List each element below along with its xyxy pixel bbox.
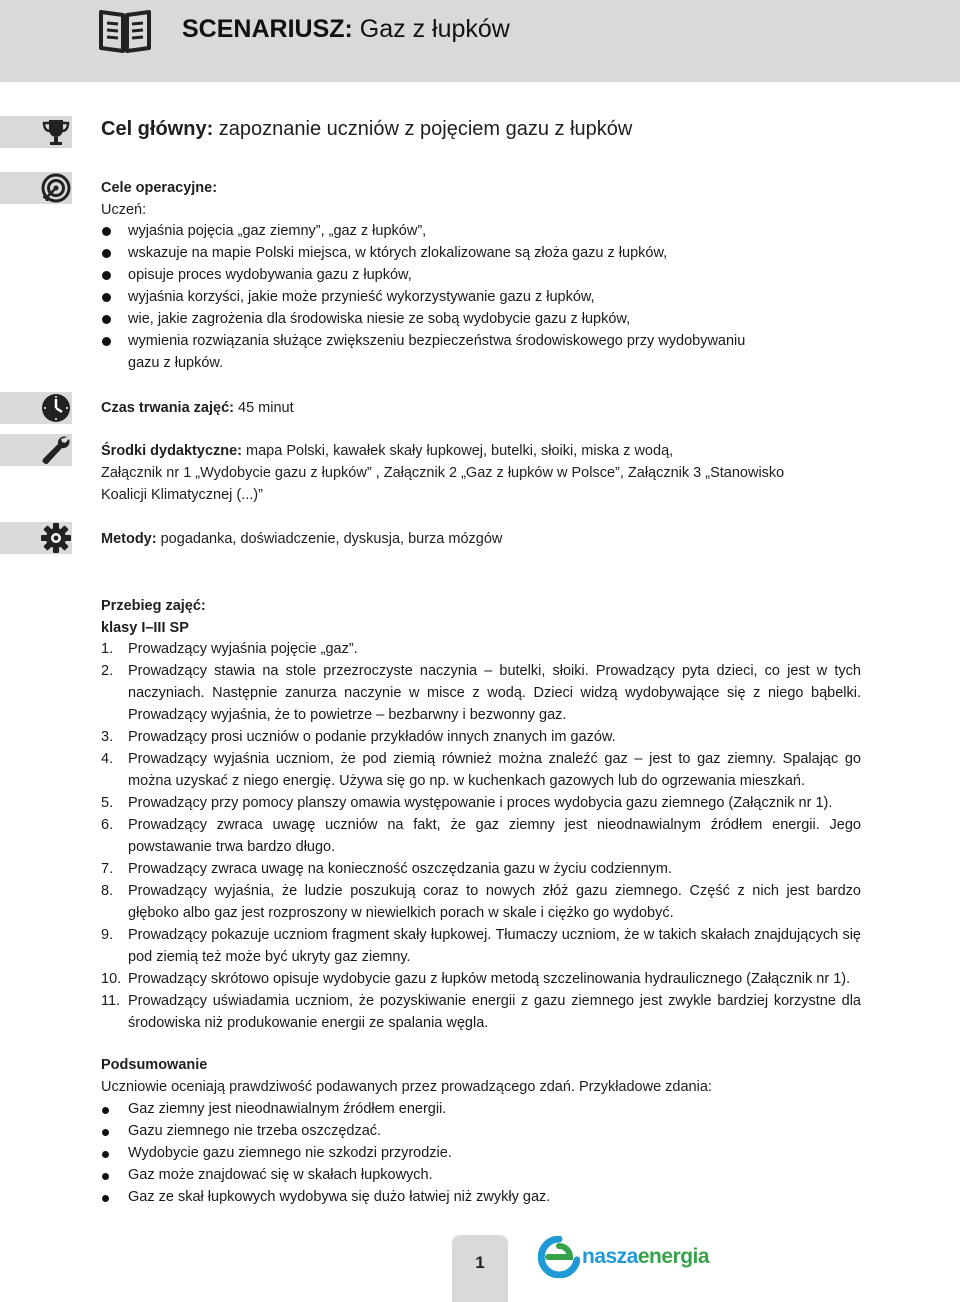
step-text: Prowadzący skrótowo opisuje wydobycie gazu z łupków metodą szczelinowania hydraulicznego (Załącznik nr 1). (128, 971, 851, 987)
step-number: 4. (101, 751, 114, 767)
logo-text-part2: energia (637, 1245, 710, 1268)
methods-label: Metody: (101, 531, 157, 547)
summary-list (101, 1098, 550, 1208)
target-icon (40, 172, 72, 204)
logo-text (582, 1245, 709, 1269)
step-text: Prowadzący pokazuje uczniom fragment skały łupkowej. Tłumaczy uczniom, że w takich skałach znajdujących się pod ziemią też może być ukryty gaz ziemny. (128, 927, 861, 965)
wrench-icon (40, 434, 72, 466)
materials-text-1: mapa Polski, kawałek skały łupkowej, butelki, słoiki, miska z wodą, (242, 443, 674, 459)
step-number: 2. (101, 663, 114, 679)
step-item (101, 792, 861, 814)
step-number: 9. (101, 927, 114, 943)
summary-heading: Podsumowanie (101, 1057, 208, 1073)
step-item (101, 968, 861, 990)
course-heading: Przebieg zajęć: (101, 598, 206, 614)
duration-label: Czas trwania zajęć: (101, 400, 234, 416)
duration-value: 45 minut (233, 400, 294, 416)
step-text: Prowadzący prosi uczniów o podanie przykładów innych znanych im gazów. (128, 729, 616, 745)
list-item: Gaz ziemny jest nieodnawialnym źródłem energii. (101, 1098, 550, 1120)
step-number: 7. (101, 861, 114, 877)
step-text: Prowadzący wyjaśnia, że ludzie poszukują coraz to nowych złóż gazu ziemnego. Część z nich jest bardzo głęboko albo gaz jest rozproszony w niewielkich porach w skale i ciężko go wydobyć. (128, 883, 861, 921)
list-item: wyjaśnia korzyści, jakie może przynieść wykorzystywanie gazu z łupków, (101, 286, 745, 308)
page-number: 1 (475, 1253, 485, 1272)
page-title (182, 15, 510, 44)
step-number: 1. (101, 641, 114, 657)
list-item: wie, jakie zagrożenia dla środowiska niesie ze sobą wydobycie gazu z łupków, (101, 308, 745, 330)
step-item (101, 924, 861, 968)
step-number: 3. (101, 729, 114, 745)
list-item: Gazu ziemnego nie trzeba oszczędzać. (101, 1120, 550, 1142)
step-text: Prowadzący zwraca uwagę na konieczność oszczędzania gazu w życiu codziennym. (128, 861, 673, 877)
step-item (101, 748, 861, 792)
duration-line (101, 397, 294, 419)
materials-label: Środki dydaktyczne: (101, 443, 243, 459)
step-number: 6. (101, 817, 114, 833)
step-text: Prowadzący zwraca uwagę uczniów na fakt, że gaz ziemny jest nieodnawialnym źródłem energii. Jego powstawanie trwa bardzo długo. (128, 817, 861, 855)
list-item: wskazuje na mapie Polski miejsca, w których zlokalizowane są złoża gazu z łupków, (101, 242, 745, 264)
step-item (101, 660, 861, 726)
book-icon (98, 4, 152, 54)
step-item (101, 880, 861, 924)
list-item: Gaz może znajdować się w skałach łupkowych. (101, 1164, 550, 1186)
goal-label: Cel główny: (101, 118, 214, 140)
objectives-intro: Uczeń: (101, 202, 147, 218)
header-band (0, 0, 960, 82)
course-subheading: klasy I–III SP (101, 620, 189, 636)
step-item (101, 638, 861, 660)
list-item-continuation: gazu z łupków. (128, 355, 224, 371)
list-item: opisuje proces wydobywania gazu z łupków, (101, 264, 745, 286)
title-rest: Gaz z łupków (352, 15, 510, 43)
step-text: Prowadzący wyjaśnia pojęcie „gaz”. (128, 641, 358, 657)
step-number: 11. (101, 993, 121, 1009)
list-item: wyjaśnia pojęcia „gaz ziemny”, „gaz z łupków”, (101, 220, 745, 242)
step-number: 5. (101, 795, 114, 811)
objectives-list (101, 220, 745, 374)
step-item (101, 726, 861, 748)
logo-text-part1: nasza (582, 1245, 638, 1268)
logo-mark-icon (538, 1236, 580, 1278)
clock-icon (40, 392, 72, 424)
goal-text: zapoznanie uczniów z pojęciem gazu z łupków (213, 118, 633, 140)
step-item (101, 990, 861, 1034)
step-text: Prowadzący przy pomocy planszy omawia występowanie i proces wydobycia gazu ziemnego (Załącznik nr 1). (128, 795, 833, 811)
methods-value: pogadanka, doświadczenie, dyskusja, burza mózgów (156, 531, 503, 547)
summary-intro: Uczniowie oceniają prawdziwość podawanych przez prowadzącego zdań. Przykładowe zdania: (101, 1079, 712, 1095)
materials-line-3: Koalicji Klimatycznej (...)” (101, 487, 263, 503)
step-item (101, 814, 861, 858)
nasza-energia-logo (538, 1236, 710, 1280)
course-steps (101, 638, 861, 1034)
objectives-heading: Cele operacyjne: (101, 180, 218, 196)
materials-line-1 (101, 440, 673, 462)
list-item: Wydobycie gazu ziemnego nie szkodzi przyrodzie. (101, 1142, 550, 1164)
step-number: 8. (101, 883, 114, 899)
materials-line-2: Załącznik nr 1 „Wydobycie gazu z łupków” , Załącznik 2 „Gaz z łupków w Polsce”, Załącznik 3 „Stanowisko (101, 465, 785, 481)
step-text: Prowadzący uświadamia uczniom, że pozyskiwanie energii z gazu ziemnego jest zwykle bardziej korzystne dla środowiska niż produkowanie energii ze spalania węgla. (128, 993, 861, 1031)
list-item: Gaz ze skał łupkowych wydobywa się dużo łatwiej niż zwykły gaz. (101, 1186, 550, 1208)
step-text: Prowadzący stawia na stole przezroczyste naczynia – butelki, słoiki. Prowadzący pyta dzieci, co jest w tych naczyniach. Następnie zanurza naczynie w misce z wodą. Dzieci widzą wydobywające się z niego bąbelki. Prowadzący wyjaśnia, że to powietrze – bezbarwny i bezwonny gaz. (128, 663, 861, 723)
page-number-tab (452, 1235, 508, 1302)
step-item (101, 858, 861, 880)
list-item: wymienia rozwiązania służące zwiększeniu bezpieczeństwa środowiskowego przy wydobywaniu (101, 330, 745, 352)
gear-icon (40, 522, 72, 554)
methods-line (101, 528, 502, 550)
trophy-icon (40, 116, 72, 148)
title-prefix: SCENARIUSZ: (182, 15, 353, 43)
main-goal (101, 118, 632, 141)
step-text: Prowadzący wyjaśnia uczniom, że pod ziemią również można znaleźć gaz – jest to gaz ziemny. Spalając go można uzyskać z niego energię. Używa się go np. w kuchenkach gazowych lub do ogrzewania mieszkań. (128, 751, 861, 789)
step-number: 10. (101, 971, 122, 987)
